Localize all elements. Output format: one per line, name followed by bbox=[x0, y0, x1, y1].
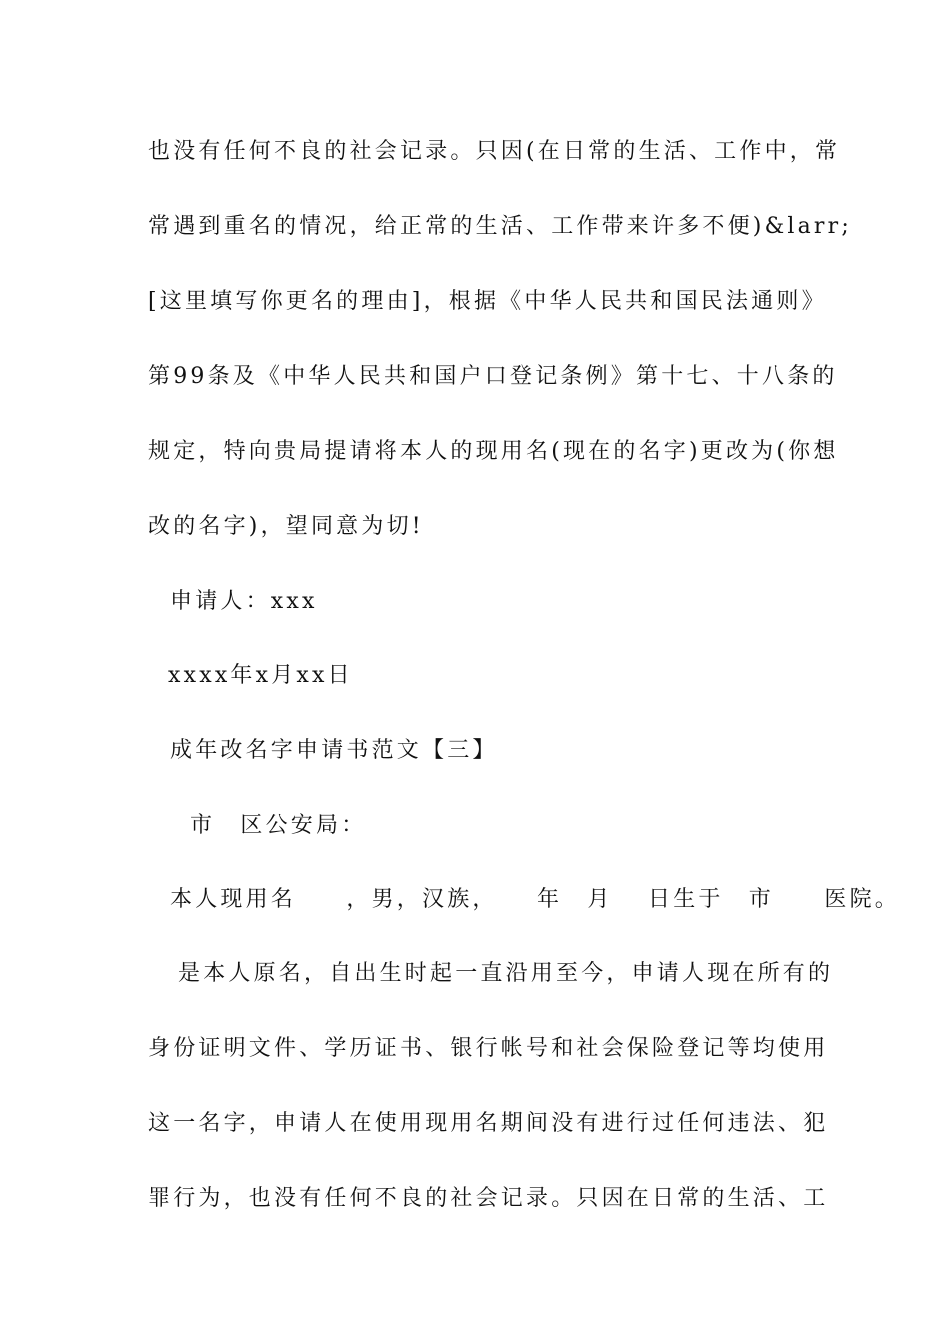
body-text-line: 第99条及《中华人民共和国户口登记条例》第十七、十八条的 bbox=[148, 364, 838, 389]
addressee: 市 区公安局： bbox=[190, 813, 367, 838]
body-text-line: [这里填写你更名的理由]，根据《中华人民共和国民法通则》 bbox=[148, 289, 827, 314]
application-date: xxxx年x月xx日 bbox=[168, 663, 353, 688]
body-text-line: 本人现用名 ，男，汉族， 年 月 日生于 市 医院。 bbox=[170, 887, 900, 912]
body-text-line: 规定，特向贵局提请将本人的现用名(现在的名字)更改为(你想 bbox=[148, 439, 839, 464]
body-text-line: 也没有任何不良的社会记录。只因(在日常的生活、工作中，常 bbox=[148, 139, 841, 164]
applicant-signature: 申请人：xxx bbox=[170, 589, 318, 614]
body-text-line: 这一名字，申请人在使用现用名期间没有进行过任何违法、犯 bbox=[148, 1111, 829, 1136]
body-text-line: 是本人原名，自出生时起一直沿用至今，申请人现在所有的 bbox=[178, 961, 834, 986]
body-text-line: 身份证明文件、学历证书、银行帐号和社会保险登记等均使用 bbox=[148, 1036, 829, 1061]
body-text-line: 罪行为，也没有任何不良的社会记录。只因在日常的生活、工 bbox=[148, 1186, 829, 1211]
body-text-line: 改的名字)，望同意为切! bbox=[148, 514, 424, 539]
section-heading: 成年改名字申请书范文【三】 bbox=[170, 738, 498, 763]
body-text-line: 常遇到重名的情况，给正常的生活、工作带来许多不便)&larr; bbox=[148, 214, 852, 239]
